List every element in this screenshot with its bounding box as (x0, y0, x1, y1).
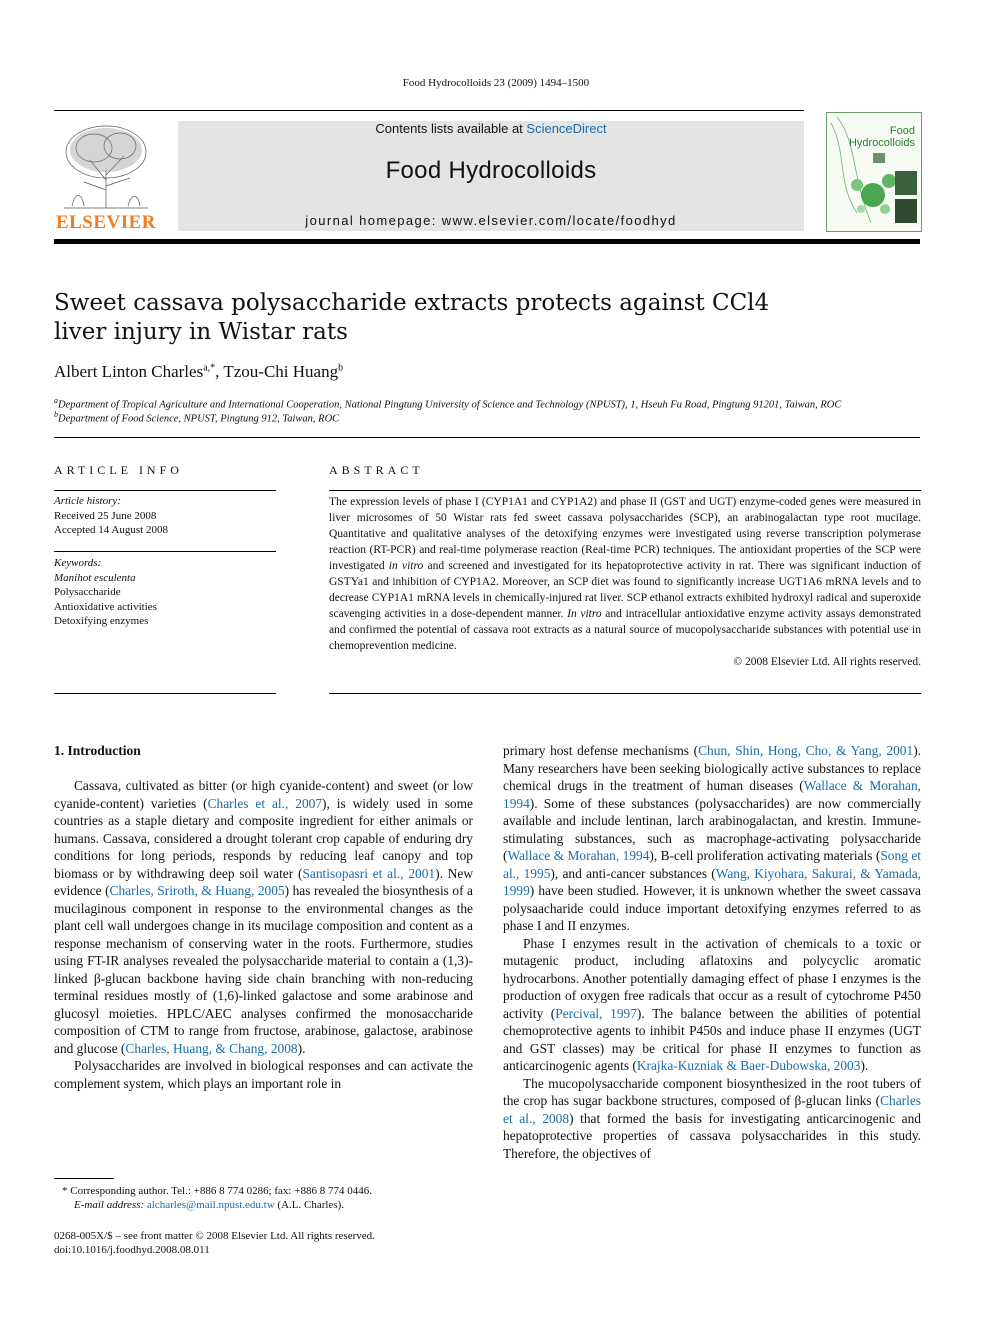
cover-title: Food Hydrocolloids (848, 125, 915, 149)
reference-link[interactable]: Wang, Kiyohara, Sakurai, & Yamada, 1999 (503, 865, 921, 898)
author-name: Tzou-Chi Huang (223, 362, 339, 381)
keyword: Polysaccharide (54, 586, 121, 598)
reference-link[interactable]: Charles, Sriroth, & Huang, 2005 (109, 883, 285, 898)
abstract-rule-top (329, 490, 921, 491)
reference-link[interactable]: Santisopasri et al., 2001 (302, 865, 436, 881)
contents-line: Contents lists available at ScienceDirect (375, 121, 607, 136)
reference-link[interactable]: Wallace & Morahan, 1994 (503, 778, 921, 811)
body-left-column (54, 777, 473, 1092)
journal-citation: Food Hydrocolloids 23 (2009) 1494–1500 (402, 77, 590, 89)
footnote-rule (54, 1178, 114, 1179)
abstract-rule-bottom (329, 693, 921, 694)
header-rule (54, 110, 804, 111)
paragraph: primary host defense mechanisms (Chun, Shin, Hong, Cho, & Yang, 2001). Many researchers have been seeking biologically active substances to replace chemical drugs in the treatment of human diseases (Wallace & Morahan, 1994). Some of these substances (polysaccharides) are now commercially available and include lentinan, larch arabinogalactan, and krestin. Immune-stimulating substances, such as macrophage-activating polysaccharide (Wallace & Morahan, 1994), B-cell proliferation activating materials (Song et al., 1995), and anti-cancer substances (Wang, Kiyohara, Sakurai, & Yamada, 1999) have been studied. However, it is unknown whether the sweet cassava polysaacharide could induce important detoxifying enzymes referred to as phase I and II enzymes. (503, 743, 921, 933)
issn-line: 0268-005X/$ – see front matter © 2008 Elsevier Ltd. All rights reserved. (54, 1230, 375, 1242)
section-heading: 1. Introduction (54, 743, 141, 758)
received-date: Received 25 June 2008 (54, 509, 157, 522)
author-affil-mark[interactable]: b (338, 362, 344, 374)
info-rule-3 (54, 693, 276, 694)
reference-link[interactable]: Charles et al., 2008 (503, 1093, 921, 1126)
sciencedirect-link[interactable]: ScienceDirect (526, 121, 607, 136)
author-affil-mark[interactable]: a,* (203, 362, 216, 374)
journal-name: Food Hydrocolloids (385, 157, 597, 184)
reference-link[interactable]: Charles, Huang, & Chang, 2008 (125, 1040, 298, 1056)
keywords-block: Keywords: Manihot esculenta Polysaccharide Antioxidative activities Detoxifying enzymes (54, 557, 157, 627)
elsevier-wordmark: ELSEVIER (55, 212, 157, 233)
keyword: Detoxifying enzymes (54, 615, 149, 627)
elsevier-tree-icon (54, 120, 158, 212)
paragraph: Phase I enzymes result in the activation of chemicals to a toxic or mutagenic product, including aflatoxins and polycyclic aromatic hydrocarbons. Another potentially damaging effect of phase I enzymes is the production of oxygen free radicals that occur as a result of cytochrome P450 activity (Percival, 1997). The balance between the abilities of potential chemoprotective agents to inhibit P450s and induce phase II enzymes (UGT and GST classes) may be critical for phase II enzymes to function as anticarcinogenic agents (Krajka-Kuzniak & Baer-Dubowska, 2003). (503, 935, 921, 1073)
article-info-heading: ARTICLE INFO (54, 463, 183, 477)
abstract-text: The expression levels of phase I (CYP1A1 and CYP1A2) and phase II (GST and UGT) enzyme-coded genes were measured in liver microsomes of 50 Wistar rats fed sweet cassava polysaccharides (SCP), an arabinogalactan type root mucilage. Quantitative and qualitative analyses of the detoxifying enzymes were investigated using reverse transcription polymerase reaction (RT-PCR) and real-time polymerase reaction (Real-time PCR) techniques. The antioxidant properties of the SCP were investigated in vitro and screened and investigated for its hepatoprotective activity in rat. There was significant induction of GSTYa1 and inhibition of CYP1A2. Moreover, an SCP diet was found to significantly increase UGT1A6 mRNA levels and to decrease CYP1A1 mRNA levels in chemically-injured rat liver. SCP ethanol extracts exhibited hydroxyl radical and superoxide scavenging activities in a dose-dependent manner. In vitro and intracellular antioxidative enzyme activity assays demonstrated and confirmed the potential of cassava root extracts as a natural source of mucopolysaccharide substances with potential use in chemoprevention medicine. © 2008 Elsevier Ltd. All rights reserved. (329, 496, 922, 668)
header-thick-rule (54, 239, 920, 244)
author-list: Albert Linton Charles$^{a,*}$, Tzou-Chi Huang$^b$ (54, 362, 344, 381)
accepted-date: Accepted 14 August 2008 (54, 524, 168, 536)
reference-link[interactable]: Percival, 1997 (555, 1005, 637, 1021)
reference-link[interactable]: Krajka-Kuzniak & Baer-Dubowska, 2003 (636, 1058, 861, 1073)
corresponding-mark: * (210, 362, 216, 374)
body-right-column (503, 742, 921, 1162)
email-link[interactable]: alcharles@mail.npust.edu.tw (146, 1199, 275, 1211)
reference-link[interactable]: Charles et al., 2007 (207, 795, 323, 811)
affiliation-b: $^b$Department of Food Science, NPUST, Pingtung 912, Taiwan, ROC (54, 410, 340, 425)
doi-line[interactable]: doi:10.1016/j.foodhyd.2008.08.011 (54, 1244, 210, 1256)
elsevier-logo[interactable] (54, 120, 164, 234)
journal-homepage[interactable]: journal homepage: www.elsevier.com/locate/foodhyd (305, 213, 677, 228)
abstract-heading: ABSTRACT (329, 463, 424, 477)
reference-link[interactable]: Chun, Shin, Hong, Cho, & Yang, 2001 (698, 743, 914, 758)
reference-link[interactable]: Wallace & Morahan, 1994 (507, 848, 650, 863)
article-title: Sweet cassava polysaccharide extracts protects against CCl4 liver injury in Wistar rats (54, 290, 770, 345)
info-rule-1 (54, 490, 276, 491)
email-note: E-mail address: alcharles@mail.npust.edu.tw (A.L. Charles). (74, 1199, 345, 1211)
journal-cover[interactable] (826, 112, 922, 232)
affiliation-rule (54, 437, 920, 438)
paragraph: The mucopolysaccharide component biosynthesized in the root tubers of the crop has sugar backbone structures, composed of β-glucan links (Charles et al., 2008) that formed the basis for investigating anticarcinogenic and hepatoprotective properties of cassava polysaccharides in this study. Therefore, the objectives of (503, 1075, 922, 1161)
journal-banner (178, 121, 804, 231)
info-rule-2 (54, 551, 276, 552)
paragraph: Cassava, cultivated as bitter (or high cyanide-content) and sweet (or low cyanide-content) varieties (Charles et al., 2007), is widely used in some countries as a staple dietary and composite ingredient for either animals or humans. Cassava, considered a drought tolerant crop capable of enduring dry conditions for long periods, responds by reducing leaf canopy and top biomass or by withdrawing deep soil water (Santisopasri et al., 2001). New evidence (Charles, Sriroth, & Huang, 2005) has revealed the biosynthesis of a mucilaginous component in response to the environmental changes as the plant cell wall undergoes change in its mucilage composition and content as a response mechanism of conserving water in the roots. Furthermore, studies using FT-IR analyses revealed the polysaccharide material to contain a (1,3)-linked β-glucan backbone having side chain branching with non-reducing terminal residues mostly of (1,6)-linked galactose and some arabinose and glucosyl moieties. HPLC/AEC analyses confirmed the monosaccharide composition of CTM to range from fructose, arabinose, galactose, arabinose and glucose (Charles, Huang, & Chang, 2008). (54, 778, 473, 1056)
reference-link[interactable]: Song et al., 1995 (503, 848, 921, 881)
corresponding-author-note: * Corresponding author. Tel.: +886 8 774 0286; fax: +886 8 774 0446. (62, 1185, 372, 1197)
copyright-notice: © 2008 Elsevier Ltd. All rights reserved. (733, 656, 921, 668)
paragraph: Polysaccharides are involved in biological responses and can activate the complement system, which plays an important role in (54, 1058, 473, 1091)
keyword: Antioxidative activities (54, 600, 157, 613)
affiliation-a: $^a$Department of Tropical Agriculture and International Cooperation, National Pingtung University of Science and Technology (NPUST), 1, Hseuh Fu Road, Pingtung 91201, Taiwan, ROC (54, 396, 842, 411)
keyword: Manihot esculenta (54, 571, 136, 584)
author-name: Albert Linton Charles (54, 362, 204, 381)
article-history: Article history: Received 25 June 2008 Accepted 14 August 2008 (54, 495, 168, 536)
